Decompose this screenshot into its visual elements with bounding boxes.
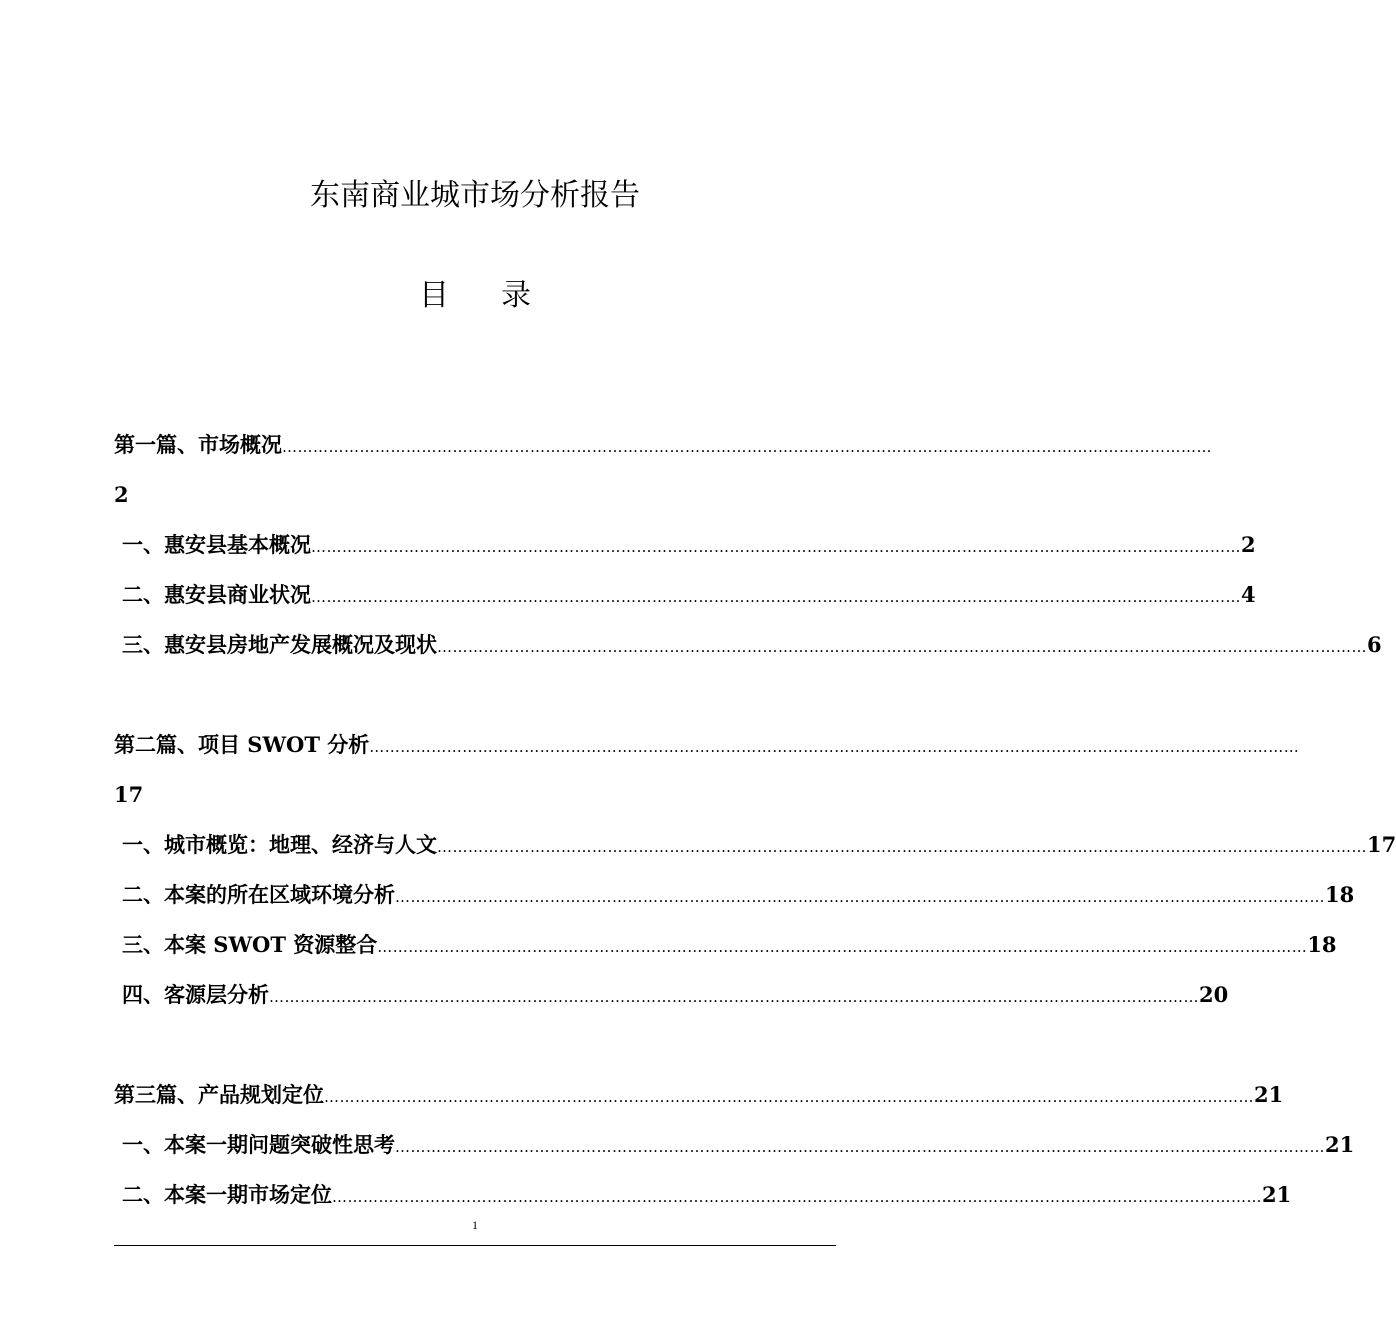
toc-leader-dots: ……………………………………………………………………………………………………………………………………………………………… — [311, 538, 1241, 556]
toc-heading-char-2: 录 — [501, 278, 531, 313]
toc-leader-dots: ……………………………………………………………………………………………………………………………………………………………… — [311, 588, 1241, 606]
toc-leader-dots: ……………………………………………………………………………………………………………………………………………………………… — [324, 1088, 1254, 1106]
toc-entry-page: 6 — [1367, 632, 1382, 657]
toc-entry-page: 4 — [1241, 582, 1256, 607]
toc-entry-page: 18 — [1325, 882, 1355, 907]
document-title: 东南商业城市场分析报告 — [310, 178, 640, 213]
toc-entry-label: 二、本案的所在区域环境分析 — [122, 882, 395, 907]
toc-entry-page: 17 — [114, 782, 144, 807]
toc-leader-dots: ……………………………………………………………………………………………………………………………………………………………… — [395, 888, 1325, 906]
toc-entry-page: 2 — [114, 482, 129, 507]
toc-leader-dots: ……………………………………………………………………………………………………………………………………………………………… — [437, 638, 1367, 656]
toc-section-entry[interactable] — [114, 570, 1256, 620]
toc-heading — [0, 272, 950, 320]
toc-leader-dots: ……………………………………………………………………………………………………………………………………………………………… — [437, 838, 1367, 856]
toc-section-entry[interactable] — [114, 820, 1396, 870]
toc-entry-label: 四、客源层分析 — [122, 982, 269, 1007]
footer-divider — [114, 1245, 836, 1246]
toc-entry-page: 21 — [1262, 1182, 1292, 1207]
toc-entry-label: 一、本案一期问题突破性思考 — [122, 1132, 395, 1157]
toc-entry-page: 17 — [1367, 832, 1396, 857]
toc-leader-dots: ……………………………………………………………………………………………………………………………………………………………… — [369, 738, 1300, 756]
toc-section-entry[interactable] — [114, 970, 1229, 1020]
toc-part-entry[interactable] — [114, 1070, 1284, 1120]
toc-section-entry[interactable] — [114, 870, 1355, 920]
toc-entry-page: 21 — [1325, 1132, 1355, 1157]
toc-section-entry[interactable] — [114, 520, 1256, 570]
toc-spacer — [114, 670, 836, 720]
toc-leader-dots: ……………………………………………………………………………………………………………………………………………………………… — [282, 438, 1212, 456]
toc-section-entry[interactable] — [114, 1120, 1355, 1170]
toc-leader-dots: ……………………………………………………………………………………………………………………………………………………………… — [377, 938, 1308, 956]
toc-part-entry[interactable] — [114, 720, 1300, 820]
toc-leader-dots: ……………………………………………………………………………………………………………………………………………………………… — [395, 1138, 1325, 1156]
toc-entry-label: 二、本案一期市场定位 — [122, 1182, 332, 1207]
toc-entry-label: 第二篇、项目 SWOT 分析 — [114, 732, 370, 757]
page-number: 1 — [472, 1218, 478, 1232]
toc-entry-page: 18 — [1307, 932, 1337, 957]
toc-entry-label: 一、城市概览：地理、经济与人文 — [122, 832, 437, 857]
toc-entry-page: 2 — [1241, 532, 1256, 557]
toc-entry-page: 21 — [1254, 1082, 1284, 1107]
toc-entry-label: 三、惠安县房地产发展概况及现状 — [122, 632, 437, 657]
toc-part-entry[interactable] — [114, 420, 1212, 520]
toc-section-entry[interactable] — [114, 1170, 1292, 1220]
table-of-contents — [114, 420, 1396, 1220]
toc-section-entry[interactable] — [114, 920, 1337, 970]
toc-entry-label: 第三篇、产品规划定位 — [114, 1082, 324, 1107]
toc-leader-dots: ……………………………………………………………………………………………………………………………………………………………… — [332, 1188, 1262, 1206]
toc-entry-label: 一、惠安县基本概况 — [122, 532, 311, 557]
toc-section-entry[interactable] — [114, 620, 1382, 670]
toc-entry-label: 二、惠安县商业状况 — [122, 582, 311, 607]
toc-heading-char-1: 目 — [419, 278, 449, 313]
toc-entry-label: 三、本案 SWOT 资源整合 — [122, 932, 378, 957]
toc-entry-label: 第一篇、市场概况 — [114, 432, 282, 457]
toc-entry-page: 20 — [1199, 982, 1229, 1007]
toc-spacer — [114, 1020, 836, 1070]
toc-leader-dots: ……………………………………………………………………………………………………………………………………………………………… — [269, 988, 1199, 1006]
